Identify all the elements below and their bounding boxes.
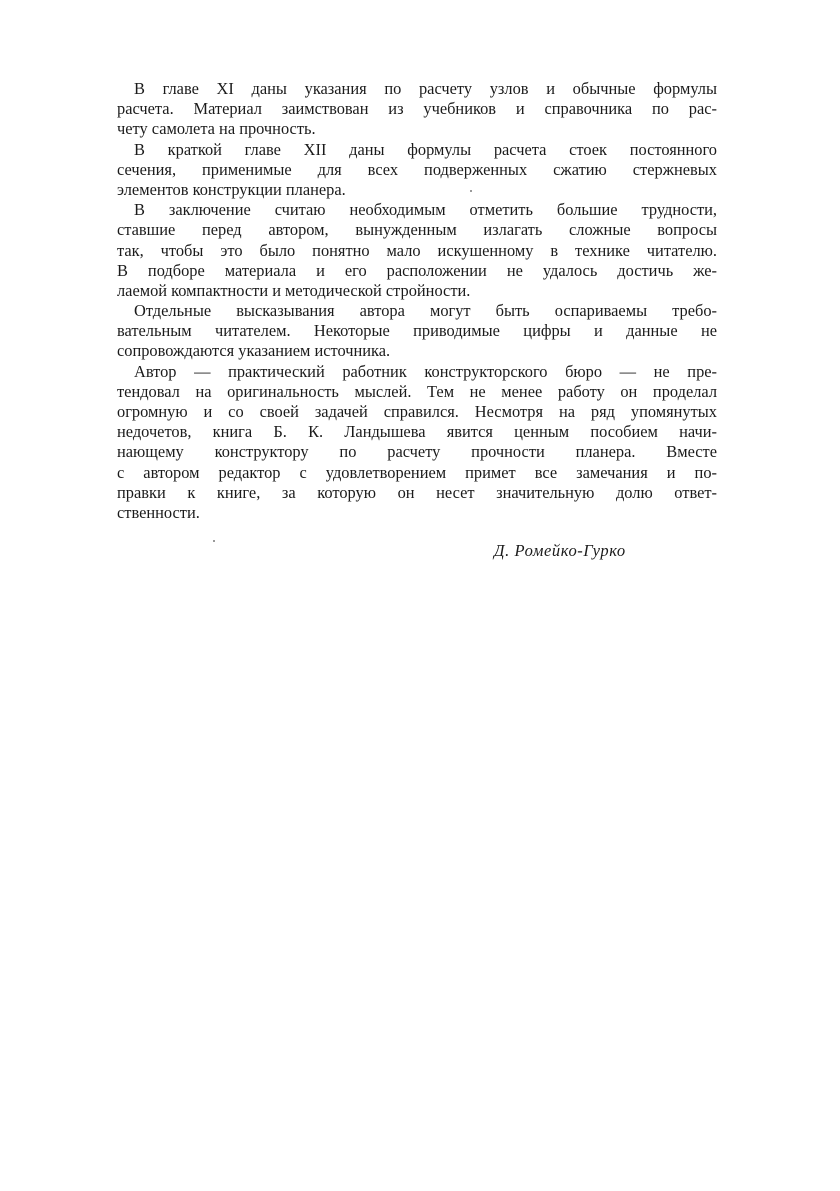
text-line: недочетов, книга Б. К. Ландышева явится ценным пособием начи- (117, 422, 717, 442)
text-line: В краткой главе XII даны формулы расчета стоек постоянного (134, 139, 717, 159)
paragraph-author-statements (117, 301, 717, 362)
text-line: лаемой компактности и методической стройности. (117, 280, 471, 300)
print-speck (470, 190, 472, 192)
text-line: с автором редактор с удовлетворением примет все замечания и по- (117, 462, 717, 482)
text-line: элементов конструкции планера. (117, 179, 346, 199)
text-line: ственности. (117, 502, 200, 522)
text-line: В заключение считаю необходимым отметить большие трудности, (134, 200, 717, 220)
paragraph-chapter-xii (117, 140, 717, 201)
print-speck (213, 540, 215, 542)
text-line: чету самолета на прочность. (117, 119, 316, 139)
text-line: нающему конструктору по расчету прочности планера. Вместе (117, 442, 717, 462)
text-line: правки к книге, за которую он несет значительную долю ответ- (117, 482, 717, 502)
text-line: ставшие перед автором, вынужденным излагать сложные вопросы (117, 220, 717, 240)
text-line: Автор — практический работник конструкторского бюро — не пре- (134, 361, 717, 381)
text-line: расчета. Материал заимствован из учебников и справочника по рас- (117, 99, 717, 119)
paragraph-author-evaluation (117, 362, 717, 524)
preface-text (117, 79, 717, 523)
text-line: сечения, применимые для всех подверженных сжатию стержневых (117, 159, 717, 179)
text-line: вательным читателем. Некоторые приводимые цифры и данные не (117, 321, 717, 341)
text-line: так, чтобы это было понятно мало искушенному в технике читателю. (117, 240, 717, 260)
text-line: В подборе материала и его расположении не удалось достичь же- (117, 260, 717, 280)
text-line: тендовал на оригинальность мыслей. Тем не менее работу он проделал (117, 381, 717, 401)
editor-signature: Д. Ромейко-Гурко (494, 541, 626, 560)
paragraph-chapter-xi (117, 79, 717, 140)
text-line: огромную и со своей задачей справился. Несмотря на ряд упомянутых (117, 402, 717, 421)
paragraph-conclusion (117, 200, 717, 301)
text-line: сопровождаются указанием источника. (117, 341, 391, 361)
text-line: В главе XI даны указания по расчету узлов и обычные формулы (134, 79, 717, 98)
text-line: Отдельные высказывания автора могут быть оспариваемы требо- (134, 301, 717, 321)
